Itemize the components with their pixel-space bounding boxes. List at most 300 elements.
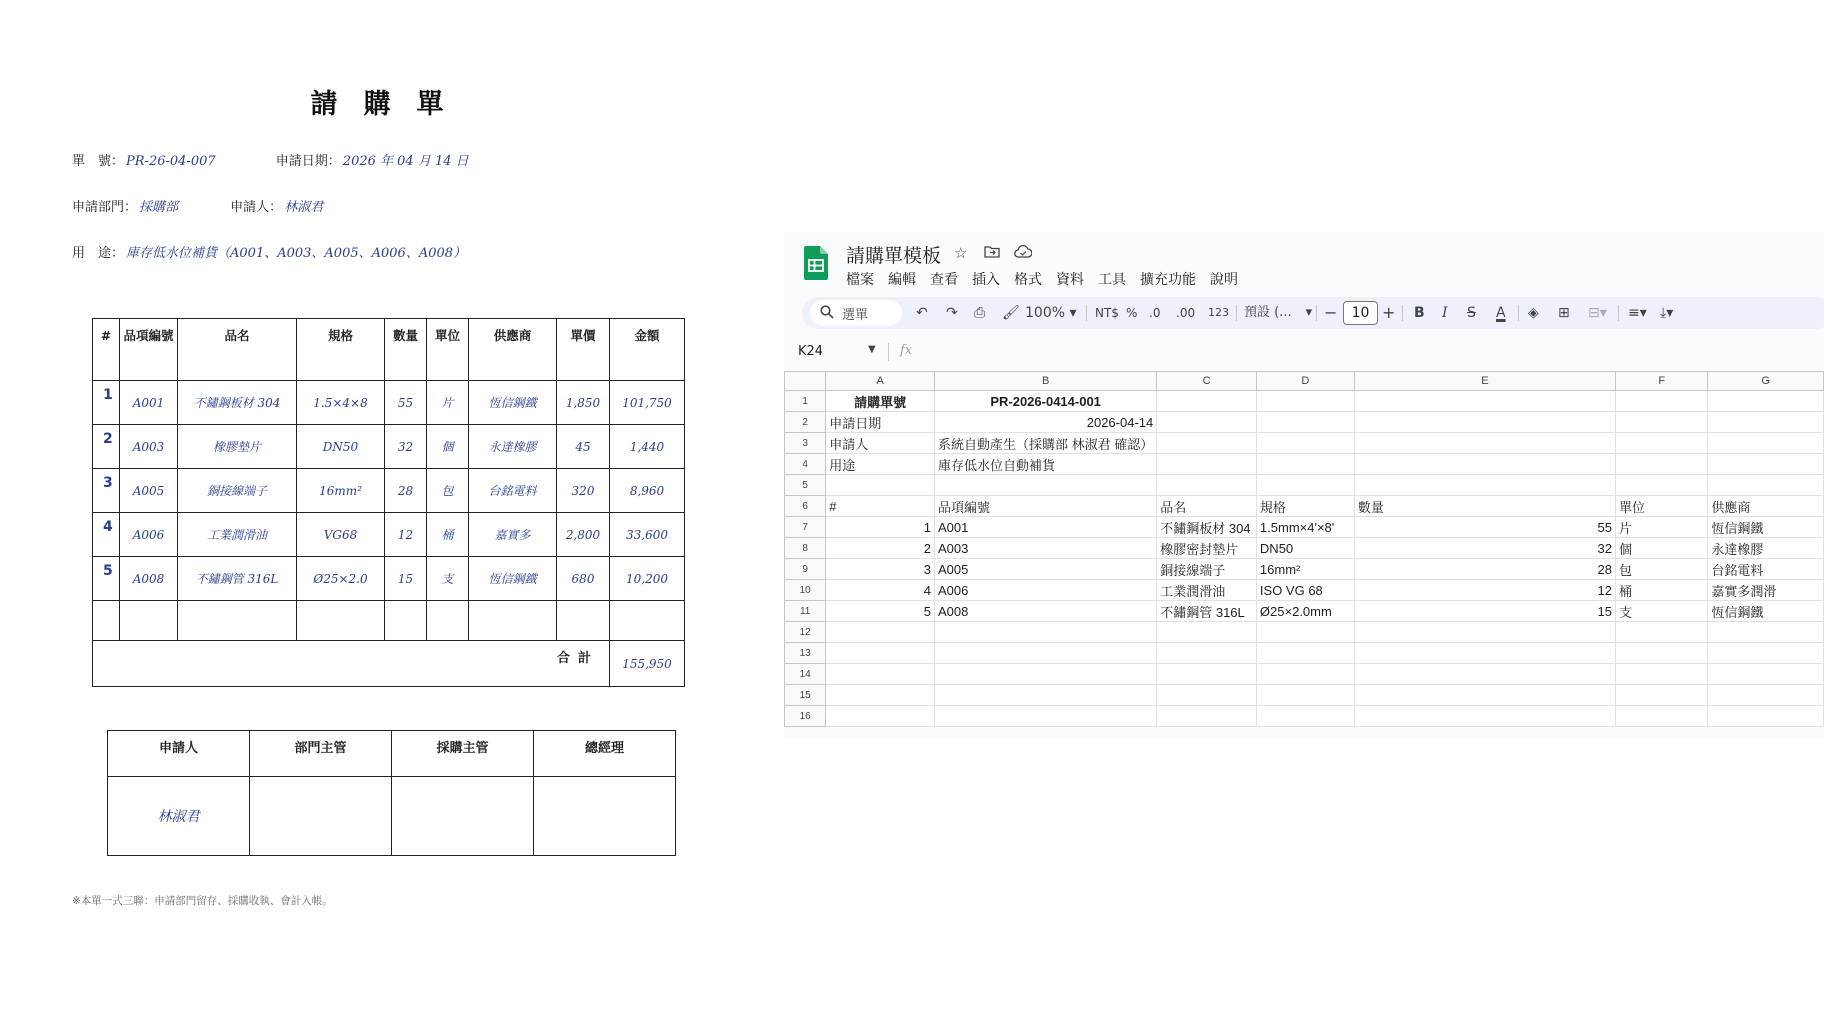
item-code: A005 bbox=[120, 469, 178, 513]
cell[interactable]: 55 bbox=[1354, 517, 1615, 538]
table-row bbox=[93, 381, 685, 425]
formula-bar bbox=[784, 339, 1824, 365]
menu-bar bbox=[846, 269, 1238, 289]
item-price: 320 bbox=[557, 469, 610, 513]
cell[interactable] bbox=[1256, 454, 1354, 475]
menu-view[interactable]: 查看 bbox=[930, 272, 958, 288]
cell[interactable]: 1.5mm×4'×8' bbox=[1256, 517, 1354, 538]
cell[interactable] bbox=[1708, 391, 1824, 412]
cell[interactable]: 橡膠密封墊片 bbox=[1157, 538, 1257, 559]
cell-grid[interactable] bbox=[784, 371, 1824, 727]
cell[interactable] bbox=[1157, 664, 1257, 685]
cell[interactable] bbox=[935, 706, 1157, 727]
item-qty: 12 bbox=[385, 513, 427, 557]
row-header[interactable]: 6 bbox=[785, 496, 826, 517]
sheet-row bbox=[785, 517, 1824, 538]
row-no: 3 bbox=[93, 469, 120, 513]
cell[interactable] bbox=[1708, 643, 1824, 664]
number-format-button[interactable]: 123 bbox=[1208, 306, 1229, 319]
item-price: 1,850 bbox=[557, 381, 610, 425]
row-header[interactable]: 13 bbox=[785, 643, 826, 664]
zoom-value: 100% bbox=[1025, 305, 1066, 321]
move-folder-icon[interactable] bbox=[984, 244, 1000, 262]
cell[interactable]: 嘉實多潤滑 bbox=[1708, 580, 1824, 601]
cell[interactable] bbox=[1256, 475, 1354, 496]
row-header[interactable]: 12 bbox=[785, 622, 826, 643]
column-header[interactable]: B bbox=[935, 372, 1157, 391]
cell[interactable]: 品名 bbox=[1157, 496, 1257, 517]
cell[interactable]: 系統自動產生（採購部 林淑君 確認） bbox=[935, 433, 1157, 454]
cell[interactable] bbox=[826, 685, 935, 706]
column-header[interactable]: F bbox=[1615, 372, 1707, 391]
row-no: 5 bbox=[93, 557, 120, 601]
item-supplier: 永達橡膠 bbox=[469, 425, 557, 469]
item-name: 不鏽鋼板材 304 bbox=[178, 381, 297, 425]
cell[interactable] bbox=[1354, 412, 1615, 433]
signature-header: 採購主管 bbox=[392, 731, 534, 777]
cell[interactable] bbox=[1354, 664, 1615, 685]
cell[interactable] bbox=[935, 475, 1157, 496]
sheet-row bbox=[785, 580, 1824, 601]
item-spec: DN50 bbox=[297, 425, 385, 469]
menu-help[interactable]: 說明 bbox=[1210, 272, 1238, 288]
vertical-align-icon[interactable]: ⤓▾ bbox=[1660, 305, 1674, 321]
row-header[interactable]: 3 bbox=[785, 433, 826, 454]
item-spec: 16mm² bbox=[297, 469, 385, 513]
paper-form bbox=[0, 0, 780, 1016]
cell[interactable]: A001 bbox=[935, 517, 1157, 538]
select-all-corner[interactable] bbox=[785, 372, 826, 391]
cell[interactable] bbox=[1157, 643, 1257, 664]
sheet-row bbox=[785, 412, 1824, 433]
cell[interactable]: 供應商 bbox=[1708, 496, 1824, 517]
footnote: ※本單一式三聯：申請部門留存、採購收執、會計入帳。 bbox=[72, 895, 333, 907]
cell[interactable] bbox=[1157, 433, 1257, 454]
sheet-row bbox=[785, 559, 1824, 580]
fx-icon: fx bbox=[900, 343, 913, 358]
font-value: 預設 (... bbox=[1244, 305, 1292, 320]
cell[interactable] bbox=[1354, 454, 1615, 475]
sheet-row bbox=[785, 433, 1824, 454]
undo-icon[interactable]: ↶ bbox=[916, 305, 928, 321]
table-row-empty bbox=[93, 601, 685, 641]
total-label: 合計 bbox=[93, 641, 610, 687]
percent-format-button[interactable]: % bbox=[1126, 306, 1138, 320]
cell[interactable]: ISO VG 68 bbox=[1256, 580, 1354, 601]
signature-cell bbox=[250, 777, 392, 856]
item-spec: Ø25×2.0 bbox=[297, 557, 385, 601]
purpose-row bbox=[72, 242, 466, 261]
cell[interactable]: 申請日期 bbox=[826, 412, 935, 433]
item-amount: 101,750 bbox=[610, 381, 685, 425]
purpose-value: 庫存低水位補貨（A001、A003、A005、A006、A008） bbox=[126, 246, 467, 261]
item-unit: 包 bbox=[427, 469, 469, 513]
cell[interactable] bbox=[826, 622, 935, 643]
item-name: 工業潤滑油 bbox=[178, 513, 297, 557]
col-header: 品項編號 bbox=[120, 319, 178, 381]
col-header: 供應商 bbox=[469, 319, 557, 381]
table-row bbox=[93, 557, 685, 601]
sheet-row bbox=[785, 706, 1824, 727]
cell[interactable]: 申請人 bbox=[826, 433, 935, 454]
item-unit: 片 bbox=[427, 381, 469, 425]
item-unit: 支 bbox=[427, 557, 469, 601]
currency-format-button[interactable]: NT$ bbox=[1095, 306, 1119, 320]
cell[interactable] bbox=[1615, 475, 1707, 496]
item-code: A001 bbox=[120, 381, 178, 425]
item-code: A006 bbox=[120, 513, 178, 557]
cell[interactable]: 桶 bbox=[1615, 580, 1707, 601]
cell[interactable] bbox=[935, 685, 1157, 706]
cell[interactable]: 包 bbox=[1615, 559, 1707, 580]
signature-applicant: 林淑君 bbox=[108, 777, 250, 856]
name-box[interactable]: K24 bbox=[798, 344, 824, 359]
text-color-button[interactable]: A bbox=[1496, 305, 1506, 321]
cell[interactable]: 數量 bbox=[1354, 496, 1615, 517]
cell[interactable]: 台銘電料 bbox=[1708, 559, 1824, 580]
cell[interactable]: # bbox=[826, 496, 935, 517]
dept-value: 採購部 bbox=[139, 200, 179, 215]
row-header[interactable]: 1 bbox=[785, 391, 826, 412]
row-header[interactable]: 4 bbox=[785, 454, 826, 475]
cell[interactable]: DN50 bbox=[1256, 538, 1354, 559]
row-header[interactable]: 15 bbox=[785, 685, 826, 706]
cell[interactable]: 不鏽鋼管 316L bbox=[1157, 601, 1257, 622]
cell[interactable] bbox=[1157, 706, 1257, 727]
cell[interactable] bbox=[1615, 706, 1707, 727]
cell[interactable] bbox=[1256, 391, 1354, 412]
row-no: 2 bbox=[93, 425, 120, 469]
col-header: 品名 bbox=[178, 319, 297, 381]
column-header-row bbox=[785, 372, 1824, 391]
toolbar-divider bbox=[1402, 305, 1403, 321]
cell[interactable]: 單位 bbox=[1615, 496, 1707, 517]
cell[interactable]: A008 bbox=[935, 601, 1157, 622]
toolbar-divider bbox=[1618, 305, 1619, 321]
sheet-row bbox=[785, 391, 1824, 412]
cell[interactable] bbox=[1615, 412, 1707, 433]
item-unit: 桶 bbox=[427, 513, 469, 557]
search-label: 選單 bbox=[842, 308, 869, 323]
table-row bbox=[93, 513, 685, 557]
cell[interactable]: A003 bbox=[935, 538, 1157, 559]
item-qty: 32 bbox=[385, 425, 427, 469]
item-supplier: 恆信鋼鐵 bbox=[469, 557, 557, 601]
font-size-decrease-button[interactable]: − bbox=[1324, 303, 1338, 322]
print-icon[interactable]: ⎙ bbox=[974, 305, 986, 321]
horizontal-align-icon[interactable]: ≡▾ bbox=[1628, 305, 1647, 321]
row-header[interactable]: 7 bbox=[785, 517, 826, 538]
cell[interactable] bbox=[1157, 685, 1257, 706]
sheets-logo-icon[interactable] bbox=[804, 246, 828, 280]
cell[interactable] bbox=[1708, 412, 1824, 433]
sheet-row bbox=[785, 685, 1824, 706]
star-icon[interactable]: ☆ bbox=[954, 244, 968, 262]
item-supplier: 嘉實多 bbox=[469, 513, 557, 557]
cell[interactable]: 3 bbox=[826, 559, 935, 580]
cell[interactable] bbox=[1615, 622, 1707, 643]
toolbar-divider bbox=[1518, 305, 1519, 321]
signature-row bbox=[108, 777, 676, 856]
cell[interactable] bbox=[826, 664, 935, 685]
item-supplier: 台銘電料 bbox=[469, 469, 557, 513]
menu-format[interactable]: 格式 bbox=[1014, 272, 1042, 288]
col-header: 單位 bbox=[427, 319, 469, 381]
toolbar bbox=[802, 297, 1824, 329]
cell[interactable]: PR-2026-0414-001 bbox=[935, 391, 1157, 412]
cell[interactable] bbox=[935, 622, 1157, 643]
cell[interactable]: 銅接線端子 bbox=[1157, 559, 1257, 580]
cell[interactable] bbox=[1708, 664, 1824, 685]
date-label: 申請日期： bbox=[275, 154, 341, 169]
font-size-input[interactable]: 10 bbox=[1343, 301, 1378, 325]
cell[interactable] bbox=[1708, 475, 1824, 496]
cell[interactable] bbox=[1708, 685, 1824, 706]
cell[interactable]: 28 bbox=[1354, 559, 1615, 580]
sheet-row bbox=[785, 496, 1824, 517]
item-amount: 10,200 bbox=[610, 557, 685, 601]
row-header[interactable]: 14 bbox=[785, 664, 826, 685]
col-header: 規格 bbox=[297, 319, 385, 381]
cell[interactable] bbox=[1157, 454, 1257, 475]
cell[interactable] bbox=[1256, 685, 1354, 706]
dept-row bbox=[72, 196, 323, 215]
order-no-row bbox=[72, 150, 469, 169]
col-header: 金額 bbox=[610, 319, 685, 381]
item-price: 680 bbox=[557, 557, 610, 601]
font-select[interactable]: 預設 (... ▾ bbox=[1244, 305, 1313, 320]
applicant-label: 申請人： bbox=[230, 200, 283, 215]
cell[interactable]: 2 bbox=[826, 538, 935, 559]
column-header[interactable]: C bbox=[1157, 372, 1257, 391]
borders-icon[interactable]: ⊞ bbox=[1558, 305, 1570, 321]
spreadsheet-window bbox=[784, 232, 1824, 737]
signature-cell bbox=[392, 777, 534, 856]
increase-decimal-button[interactable]: .00 bbox=[1176, 306, 1196, 320]
row-header[interactable]: 16 bbox=[785, 706, 826, 727]
cell[interactable]: 16mm² bbox=[1256, 559, 1354, 580]
cell[interactable]: 32 bbox=[1354, 538, 1615, 559]
cell[interactable] bbox=[1354, 622, 1615, 643]
zoom-select[interactable]: 100% ▾ bbox=[1025, 305, 1077, 321]
form-title: 請購單 bbox=[310, 89, 470, 120]
cell[interactable] bbox=[1256, 706, 1354, 727]
item-spec: VG68 bbox=[297, 513, 385, 557]
item-code: A008 bbox=[120, 557, 178, 601]
cell[interactable] bbox=[1354, 391, 1615, 412]
cell[interactable] bbox=[1708, 454, 1824, 475]
cell[interactable]: 1 bbox=[826, 517, 935, 538]
cell[interactable] bbox=[826, 643, 935, 664]
cell[interactable]: Ø25×2.0mm bbox=[1256, 601, 1354, 622]
row-no: 4 bbox=[93, 513, 120, 557]
merge-cells-icon[interactable]: ⊟▾ bbox=[1588, 305, 1607, 321]
cell[interactable] bbox=[1615, 454, 1707, 475]
item-name: 橡膠墊片 bbox=[178, 425, 297, 469]
items-header-row bbox=[93, 319, 685, 381]
cell[interactable] bbox=[1354, 475, 1615, 496]
cell[interactable] bbox=[826, 706, 935, 727]
item-amount: 1,440 bbox=[610, 425, 685, 469]
total-value: 155,950 bbox=[610, 641, 685, 687]
total-row bbox=[93, 641, 685, 687]
cell[interactable] bbox=[1708, 706, 1824, 727]
cell[interactable]: 片 bbox=[1615, 517, 1707, 538]
sheet-row bbox=[785, 601, 1824, 622]
cloud-status-icon[interactable] bbox=[1014, 244, 1032, 262]
item-qty: 55 bbox=[385, 381, 427, 425]
dept-label: 申請部門： bbox=[72, 200, 138, 215]
cell[interactable]: 4 bbox=[826, 580, 935, 601]
cell[interactable]: A005 bbox=[935, 559, 1157, 580]
sheet-row bbox=[785, 643, 1824, 664]
order-no-value: PR-26-04-007 bbox=[126, 154, 216, 169]
cell[interactable]: 支 bbox=[1615, 601, 1707, 622]
italic-button[interactable]: I bbox=[1442, 305, 1448, 321]
row-header[interactable]: 10 bbox=[785, 580, 826, 601]
signature-header-row bbox=[108, 731, 676, 777]
item-name: 銅接線端子 bbox=[178, 469, 297, 513]
menu-file[interactable]: 檔案 bbox=[846, 272, 874, 288]
row-header[interactable]: 2 bbox=[785, 412, 826, 433]
item-qty: 28 bbox=[385, 469, 427, 513]
font-size-increase-button[interactable]: + bbox=[1382, 303, 1396, 322]
col-header: # bbox=[93, 319, 120, 381]
cell[interactable]: 5 bbox=[826, 601, 935, 622]
fill-color-icon[interactable]: ◈ bbox=[1528, 305, 1539, 321]
paint-format-icon[interactable]: 🖌 bbox=[1002, 305, 1020, 321]
cell[interactable]: 品項編號 bbox=[935, 496, 1157, 517]
signature-header: 總經理 bbox=[534, 731, 676, 777]
formula-bar-divider bbox=[888, 343, 889, 361]
purpose-label: 用 途： bbox=[72, 246, 125, 261]
cell[interactable]: 個 bbox=[1615, 538, 1707, 559]
cell[interactable] bbox=[1615, 643, 1707, 664]
cell[interactable] bbox=[1354, 685, 1615, 706]
order-no-label: 單 號： bbox=[72, 154, 125, 169]
toolbar-divider bbox=[1236, 305, 1237, 321]
item-qty: 15 bbox=[385, 557, 427, 601]
name-box-dropdown-icon[interactable]: ▼ bbox=[868, 344, 876, 355]
toolbar-divider bbox=[1086, 305, 1087, 321]
signature-header: 申請人 bbox=[108, 731, 250, 777]
col-header: 數量 bbox=[385, 319, 427, 381]
cell[interactable]: 恆信鋼鐵 bbox=[1708, 517, 1824, 538]
row-no: 1 bbox=[93, 381, 120, 425]
toolbar-divider bbox=[1316, 305, 1317, 321]
item-code: A003 bbox=[120, 425, 178, 469]
cell[interactable]: 恆信鋼鐵 bbox=[1708, 601, 1824, 622]
table-row bbox=[93, 425, 685, 469]
row-header[interactable]: 9 bbox=[785, 559, 826, 580]
cell[interactable] bbox=[1256, 622, 1354, 643]
table-row bbox=[93, 469, 685, 513]
item-price: 45 bbox=[557, 425, 610, 469]
cell[interactable]: 永達橡膠 bbox=[1708, 538, 1824, 559]
cell[interactable] bbox=[826, 475, 935, 496]
item-supplier: 恆信鋼鐵 bbox=[469, 381, 557, 425]
cell[interactable]: 庫存低水位自動補貨 bbox=[935, 454, 1157, 475]
column-header[interactable]: G bbox=[1708, 372, 1824, 391]
cell[interactable] bbox=[1256, 433, 1354, 454]
search-icon bbox=[820, 304, 834, 323]
cell[interactable] bbox=[1708, 433, 1824, 454]
redo-icon[interactable]: ↷ bbox=[946, 305, 958, 321]
signature-cell bbox=[534, 777, 676, 856]
cell[interactable] bbox=[1157, 475, 1257, 496]
cell[interactable] bbox=[1157, 622, 1257, 643]
signature-table bbox=[107, 730, 676, 856]
cell[interactable]: 規格 bbox=[1256, 496, 1354, 517]
cell[interactable] bbox=[935, 643, 1157, 664]
cell[interactable] bbox=[935, 664, 1157, 685]
cell[interactable] bbox=[1708, 622, 1824, 643]
col-header: 單價 bbox=[557, 319, 610, 381]
menu-extensions[interactable]: 擴充功能 bbox=[1140, 272, 1196, 288]
applicant-value: 林淑君 bbox=[284, 200, 324, 215]
menu-insert[interactable]: 插入 bbox=[972, 272, 1000, 288]
cell[interactable] bbox=[1615, 391, 1707, 412]
sheet-row bbox=[785, 475, 1824, 496]
cell[interactable] bbox=[1615, 685, 1707, 706]
cell[interactable]: 12 bbox=[1354, 580, 1615, 601]
cell[interactable] bbox=[1354, 706, 1615, 727]
cell[interactable] bbox=[1354, 643, 1615, 664]
item-amount: 33,600 bbox=[610, 513, 685, 557]
cell[interactable] bbox=[1615, 433, 1707, 454]
cell[interactable] bbox=[1157, 391, 1257, 412]
cell[interactable]: 15 bbox=[1354, 601, 1615, 622]
items-table bbox=[92, 318, 685, 687]
cell[interactable] bbox=[1354, 433, 1615, 454]
cell[interactable] bbox=[1256, 664, 1354, 685]
menu-data[interactable]: 資料 bbox=[1056, 272, 1084, 288]
sheet-row bbox=[785, 454, 1824, 475]
menu-tools[interactable]: 工具 bbox=[1098, 272, 1126, 288]
column-header[interactable]: E bbox=[1354, 372, 1615, 391]
menu-edit[interactable]: 編輯 bbox=[888, 272, 916, 288]
cell[interactable] bbox=[1615, 664, 1707, 685]
decrease-decimal-button[interactable]: .0 bbox=[1149, 306, 1161, 320]
strikethrough-icon[interactable]: S bbox=[1467, 305, 1476, 321]
sheet-row bbox=[785, 538, 1824, 559]
cell[interactable] bbox=[1157, 412, 1257, 433]
item-spec: 1.5×4×8 bbox=[297, 381, 385, 425]
cell[interactable]: 請購單號 bbox=[826, 391, 935, 412]
cell[interactable]: A006 bbox=[935, 580, 1157, 601]
signature-header: 部門主管 bbox=[250, 731, 392, 777]
item-amount: 8,960 bbox=[610, 469, 685, 513]
row-header[interactable]: 8 bbox=[785, 538, 826, 559]
bold-button[interactable]: B bbox=[1414, 305, 1425, 321]
document-title[interactable]: 請購單模板 bbox=[846, 245, 942, 267]
cell[interactable]: 用途 bbox=[826, 454, 935, 475]
sheet-row bbox=[785, 664, 1824, 685]
cell[interactable]: 工業潤滑油 bbox=[1157, 580, 1257, 601]
item-price: 2,800 bbox=[557, 513, 610, 557]
column-header[interactable]: A bbox=[826, 372, 935, 391]
row-header[interactable]: 11 bbox=[785, 601, 826, 622]
cell[interactable] bbox=[1256, 643, 1354, 664]
cell[interactable]: 不鏽鋼板材 304 bbox=[1157, 517, 1257, 538]
column-header[interactable]: D bbox=[1256, 372, 1354, 391]
row-header[interactable]: 5 bbox=[785, 475, 826, 496]
cell[interactable] bbox=[1256, 412, 1354, 433]
cell[interactable]: 2026-04-14 bbox=[935, 412, 1157, 433]
item-name: 不鏽鋼管 316L bbox=[178, 557, 297, 601]
search-menus-input[interactable] bbox=[810, 300, 902, 326]
sheet-row bbox=[785, 622, 1824, 643]
